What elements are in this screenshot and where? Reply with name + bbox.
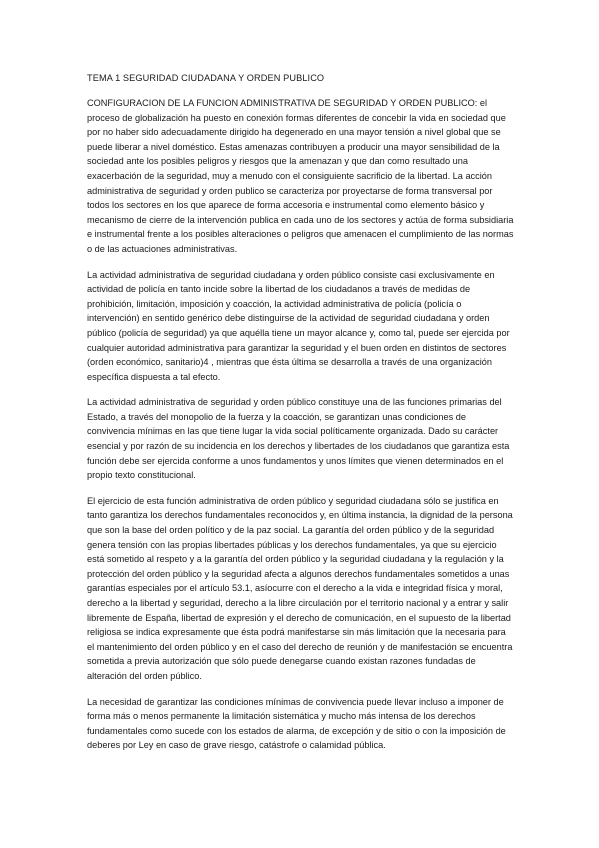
- paragraph-configuracion: CONFIGURACION DE LA FUNCION ADMINISTRATIVA DE SEGURIDAD Y ORDEN PUBLICO: el proceso de globalización ha puesto en conexión formas diferentes de concebir la vida en sociedad que por no haber sido adecuadamente dirigido ha degenerado en una mayor tensión a nivel global que se puede liberar a nivel doméstico. Estas amenazas contribuyen a producir una mayor sensibilidad de la sociedad ante los posibles peligros y riesgos que la amenazan y que dan como resultado una exacerbación de la seguridad, muy a menudo con el consiguiente sacrificio de la libertad. La acción administrativa de seguridad y orden publico se caracteriza por proyectarse de forma transversal por todos los sectores en los que aparece de forma accesoria e instrumental como elemento básico y mecanismo de cierre de la intervención publica en cada uno de los sectores y actúa de forma subsidiaria e instrumental frente a los posibles alteraciones o peligros que amenacen el cumplimiento de las normas o de las actuaciones administrativas.: [87, 98, 514, 254]
- document-title: TEMA 1 SEGURIDAD CIUDADANA Y ORDEN PUBLICO: [87, 73, 325, 83]
- paragraph-actividad-policia: La actividad administrativa de seguridad ciudadana y orden público consiste casi exclusivamente en actividad de policía en tanto incide sobre la libertad de los ciudadanos a través de medidas de prohibición, limitación, imposición y coacción, la actividad administrativa de policía (policía o intervención) en sentido genérico debe distinguirse de la actividad de seguridad ciudadana y orden público (policía de seguridad) ya que aquélla tiene un mayor alcance y, como tal, puede ser ejercida por cualquier autoridad administrativa para garantizar la seguridad y el buen orden en distintos de sectores (orden económico, sanitario)4 , mientras que ésta última se desarrolla a través de una organización específica dispuesta a tal efecto.: [87, 269, 510, 382]
- paragraph-funciones-primarias: La actividad administrativa de seguridad y orden público constituye una de las funciones primarias del Estado, a través del monopolio de la fuerza y la coacción, se garantizan unas condiciones de convivencia mínimas en las que tiene lugar la vida social políticamente organizada. Dado su carácter esencial y por razón de su incidencia en los derechos y libertades de los ciudadanos que garantiza esta función debe ser ejercida conforme a unos fundamentos y unos límites que vienen determinados en el propio texto constitucional.: [87, 397, 510, 481]
- document-body: [87, 71, 515, 764]
- paragraph-derechos-fundamentales: El ejercicio de esta función administrativa de orden público y seguridad ciudadana sólo se justifica en tanto garantiza los derechos fundamentales reconocidos y, en última instancia, la dignidad de la persona que son la base del orden político y de la paz social. La garantía del orden público y de la seguridad genera tensión con las propias libertades públicas y los derechos fundamentales, ya que su ejercicio está sometido al respeto y a la garantía del orden público y la seguridad ciudadana y la regulación y la protección del orden público y la seguridad afecta a algunos derechos fundamentales sometidos a unas garantías especiales por el artículo 53.1, asíocurre con el derecho a la vida e integridad física y moral, derecho a la libertad y seguridad, derecho a la libre circulación por el territorio nacional y a entrar y salir libremente de España, libertad de expresión y el derecho de comunicación, en el supuesto de la libertad religiosa se indica expresamente que ésta podrá manifestarse sin más limitación que la necesaria para el mantenimiento del orden público y en el caso del derecho de reunión y de manifestación se encuentra sometida a previa autorización que sólo puede denegarse cuando existan razones fundadas de alteración del orden público.: [87, 495, 513, 681]
- paragraph-estados-excepcion: La necesidad de garantizar las condiciones mínimas de convivencia puede llevar incluso a imponer de forma más o menos permanente la limitación sistemática y mucho más intensa de los derechos fundamentales como sucede con los estados de alarma, de excepción y de sitio o con la imposición de deberes por Ley en caso de grave riesgo, catástrofe o calamidad pública.: [87, 696, 506, 751]
